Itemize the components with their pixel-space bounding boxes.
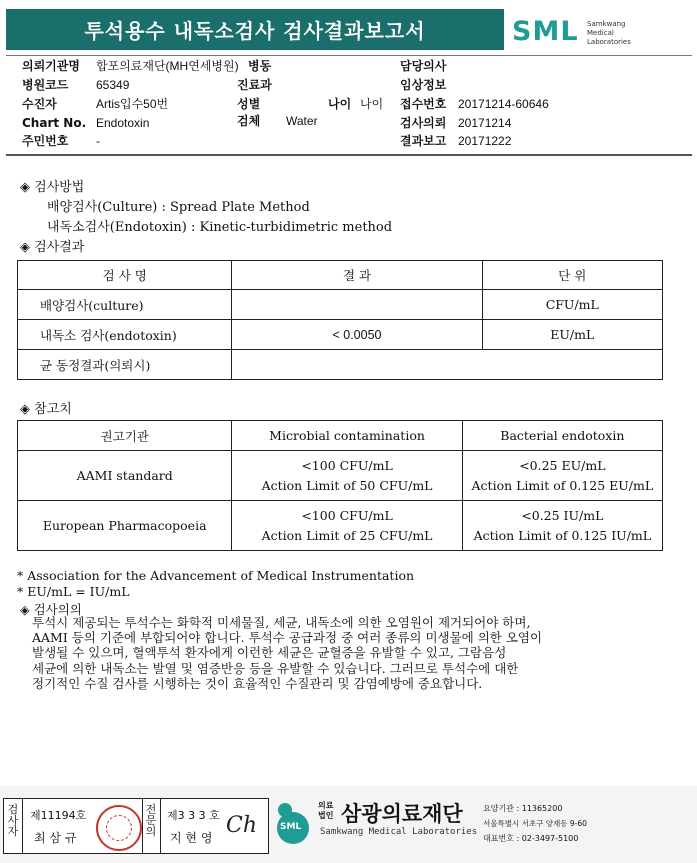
- reference-heading: ◈ 참고치: [20, 402, 72, 417]
- results-col-result: 결 과: [232, 261, 482, 290]
- hospital-code-value: 65349: [96, 78, 130, 92]
- result-unit: EU/mL: [482, 320, 662, 350]
- reference-micro-action: Action Limit of 25 CFU/mL: [261, 527, 433, 543]
- patient-label: 수진자: [22, 97, 57, 111]
- inspector-label: 검사자: [7, 803, 19, 838]
- report-date-value: 20171222: [458, 134, 512, 148]
- phone: 대표번호 : 02-3497-5100: [483, 834, 579, 843]
- org-value: 합포의료재단(MH연세병원): [96, 59, 239, 73]
- meaning-line-5: 정기적인 수질 검사를 시행하는 것이 효율적인 수질관리 및 감염예방에 중요합니다.: [32, 676, 483, 691]
- method-heading: ◈ 검사방법: [20, 180, 85, 195]
- report-title: 투석용수 내독소검사 검사결과보고서: [6, 9, 504, 50]
- specimen-value: Water: [286, 114, 318, 128]
- sml-logo-text: SML: [512, 16, 579, 47]
- reference-org: AAMI standard: [18, 451, 232, 501]
- results-table: [17, 260, 663, 380]
- reference-micro-limit: <100 CFU/mL: [301, 457, 393, 473]
- result-name: 균 동정결과(의뢰시): [18, 350, 232, 380]
- table-row: [18, 290, 663, 320]
- reference-endo-action: Action Limit of 0.125 EU/mL: [471, 477, 654, 493]
- table-row: [18, 501, 663, 551]
- patient-value: Artis입수50번: [96, 97, 169, 111]
- reference-endo-limit: <0.25 EU/mL: [519, 457, 606, 473]
- org-label: 의뢰기관명: [22, 59, 80, 73]
- result-unit: CFU/mL: [482, 290, 662, 320]
- reference-col-endo: Bacterial endotoxin: [462, 421, 662, 451]
- reference-micro: [232, 451, 462, 501]
- reference-micro-limit: <100 CFU/mL: [301, 507, 393, 523]
- specialist-label: 전문의: [145, 803, 157, 838]
- institution-code: 요양기관 : 11365200: [483, 804, 563, 813]
- table-row: [18, 350, 663, 380]
- reference-endo-limit: <0.25 IU/mL: [521, 507, 604, 523]
- inspector-seal: [96, 805, 142, 851]
- result-name: 배양검사(culture): [18, 290, 232, 320]
- inspector-license: 제11194호: [30, 809, 87, 822]
- results-heading: ◈ 검사결과: [20, 240, 85, 255]
- meaning-line-2: AAMI 등의 기준에 부합되어야 합니다. 투석수 공급과정 중 여러 종류의 미생물에 의한 오염이: [32, 630, 543, 645]
- result-name: 내독소 검사(endotoxin): [18, 320, 232, 350]
- table-row: [18, 320, 663, 350]
- specialist-name: 지 현 영: [170, 831, 213, 845]
- age-label: 나이: [328, 97, 352, 111]
- reference-micro: [232, 501, 462, 551]
- header-divider: [6, 55, 692, 56]
- department-label: 진료과: [237, 78, 272, 92]
- clinical-info-label: 임상정보: [400, 78, 447, 92]
- ward-label: 병동: [248, 59, 272, 73]
- age-value: 나이: [360, 97, 384, 111]
- address: 서울특별시 서초구 양재동 9-60: [483, 819, 587, 828]
- id-number-label: 주민번호: [22, 134, 69, 148]
- reference-micro-action: Action Limit of 50 CFU/mL: [261, 477, 433, 493]
- sml-logo-sub-2: Medical: [587, 29, 614, 37]
- foundation-type-2: 법인: [318, 811, 334, 820]
- receipt-label: 접수번호: [400, 97, 447, 111]
- sml-logo-sub-1: Samkwang: [587, 20, 626, 28]
- foundation-name: 삼광의료재단: [341, 802, 463, 826]
- report-date-label: 결과보고: [400, 134, 447, 148]
- doctor-label: 담당의사: [400, 59, 447, 73]
- header-bottom-rule: [6, 154, 692, 156]
- reference-col-micro: Microbial contamination: [232, 421, 462, 451]
- note-unit: * EU/mL = IU/mL: [17, 584, 130, 599]
- inspector-name: 최 삼 규: [34, 831, 77, 845]
- sml-logo-sub-3: Laboratories: [587, 38, 631, 46]
- result-value: [232, 290, 482, 320]
- foundation-logo: [271, 798, 317, 848]
- request-date-value: 20171214: [458, 116, 512, 130]
- meaning-line-4: 세균에 의한 내독소는 발열 및 염증반응 등을 유발할 수 있습니다. 그러므로 투석수에 대한: [32, 661, 519, 676]
- id-number-value: -: [96, 134, 100, 148]
- sml-logo: [512, 14, 692, 54]
- signature-box: [3, 798, 269, 854]
- specialist-signature: Ch: [226, 813, 258, 838]
- reference-table: [17, 420, 663, 551]
- foundation-english-name: Samkwang Medical Laboratories: [320, 827, 478, 837]
- method-culture: 배양검사(Culture) : Spread Plate Method: [47, 200, 310, 215]
- results-col-unit: 단 위: [482, 261, 662, 290]
- results-col-name: 검 사 명: [18, 261, 232, 290]
- receipt-value: 20171214-60646: [458, 97, 549, 111]
- result-value: [232, 350, 663, 380]
- foundation-type-1: 의료: [318, 801, 334, 810]
- chart-no-label: Chart No.: [22, 116, 87, 130]
- note-aami: * Association for the Advancement of Medical Instrumentation: [17, 568, 415, 583]
- reference-col-org: 권고기관: [18, 421, 232, 451]
- method-endotoxin: 내독소검사(Endotoxin) : Kinetic-turbidimetric method: [47, 220, 393, 235]
- reference-endo-action: Action Limit of 0.125 IU/mL: [473, 527, 652, 543]
- table-row: [18, 451, 663, 501]
- foundation-type: [318, 801, 333, 821]
- reference-endo: [462, 451, 662, 501]
- chart-no-value: Endotoxin: [96, 116, 150, 130]
- foundation-logo-text: SML: [280, 822, 302, 832]
- result-value: < 0.0050: [232, 320, 482, 350]
- sex-label: 성별: [237, 97, 261, 111]
- meaning-heading: ◈ 검사의의: [20, 602, 82, 617]
- reference-org: European Pharmacopoeia: [18, 501, 232, 551]
- specialist-license: 제3 3 3 호: [167, 809, 220, 822]
- meaning-line-1: 투석시 제공되는 투석수는 화학적 미세물질, 세균, 내독소에 의한 오염원이 제거되어야 하며,: [32, 615, 531, 630]
- meaning-line-3: 발생될 수 있으며, 혈액투석 환자에게 이런한 세균은 균혈증을 유발할 수 있고, 그람음성: [32, 645, 507, 660]
- specimen-label: 검체: [237, 114, 261, 128]
- reference-endo: [462, 501, 662, 551]
- hospital-code-label: 병원코드: [22, 78, 69, 92]
- request-date-label: 검사의뢰: [400, 116, 447, 130]
